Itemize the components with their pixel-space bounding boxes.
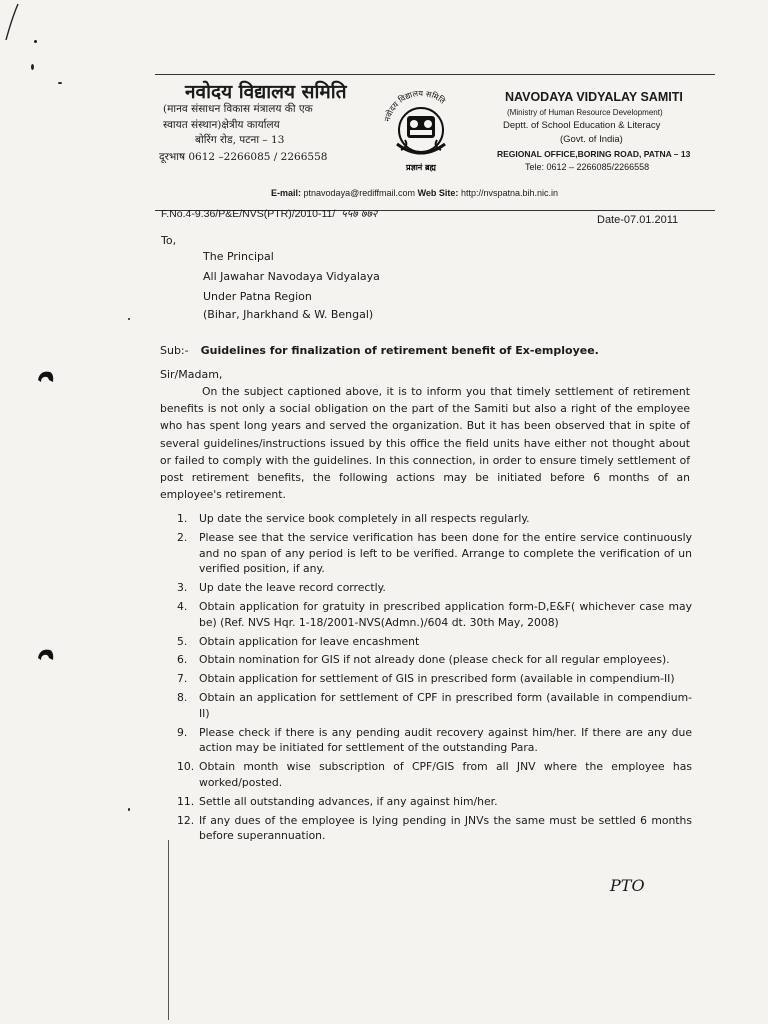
list-item [177,530,692,577]
letterhead [155,70,715,215]
item-text: Please see that the service verification has been done for the entire service continuously and no span of any period is left to be verified. Arrange to complete the verification of un verified position, if any. [199,530,692,576]
subject-label: Sub:- [160,344,189,357]
scan-speck [58,82,62,84]
english-line: REGIONAL OFFICE,BORING ROAD, PATNA – 13 [497,149,691,159]
list-item [177,652,692,668]
english-org-title: NAVODAYA VIDYALAY SAMITI [505,90,683,104]
english-line: Tele: 0612 – 2266085/2266558 [525,162,650,172]
margin-scribble [2,2,24,42]
scan-speck [34,40,37,43]
address-line: The Principal [203,250,274,263]
list-item [177,725,692,757]
contact-line [271,188,558,198]
list-item [177,671,692,687]
email-label: E-mail: [271,188,302,198]
file-number: F.No.4-9.36/P&E/NVS(PTR)/2010-11/ [161,208,336,220]
list-item [177,599,692,631]
logo-motto: प्रज्ञानं ब्रह्म [406,163,436,172]
punch-hole-mark [36,644,58,666]
scan-speck [128,808,130,811]
list-item [177,690,692,722]
item-text: Up date the leave record correctly. [199,581,386,595]
english-line: Deptt. of School Education & Literacy [503,120,661,131]
item-number: 7. [177,672,188,686]
list-item [177,794,692,810]
item-number: 10. [177,760,195,774]
body-paragraph: On the subject captioned above, it is to inform you that timely settlement of retirement benefits is not only a social obligation on the part of the Samiti but also a right of the employee who has spent long years and served the organization. But it has been observed that in spite of several guidelines/instructions issued by this office the field units have either not thought about or failed to comply with the guidelines. In this connection, in order to ensure timely settlement of post retirement benefits, the following actions may be initiated before 6 months of an employee's retirement. [160,385,690,502]
english-line: (Ministry of Human Resource Development) [507,108,663,117]
scan-speck [31,64,34,70]
pto-handwritten: PTO [610,876,645,895]
english-line: (Govt. of India) [560,134,623,145]
action-list [177,511,692,847]
address-line: All Jawahar Navodaya Vidyalaya [203,270,380,283]
list-item [177,813,692,845]
hindi-org-title: नवोदय विद्यालय समिति [185,81,347,103]
email-address: ptnavodaya@rediffmail.com [303,188,416,198]
address-line: Under Patna Region [203,290,312,303]
item-text: Obtain an application for settlement of CPF in prescribed form (available in compendium-II) [199,690,692,720]
website-label: Web Site: [417,188,459,198]
hindi-line: बोरिंग रोड, पटना – 13 [195,134,285,146]
samiti-emblem-logo [379,84,463,176]
item-text: Settle all outstanding advances, if any against him/her. [199,794,498,808]
item-text: If any dues of the employee is lying pending in JNVs the same must be settled 6 months before superannuation. [199,813,692,843]
subject-text: Guidelines for finalization of retirement benefit of Ex-employee. [200,344,599,357]
letterhead-top-rule [155,74,715,75]
hindi-line: दूरभाष 0612 –2266085 / 2266558 [159,151,328,163]
item-number: 4. [177,599,188,613]
to-label: To, [161,234,177,247]
item-text: Obtain application for leave encashment [199,634,420,648]
logo-arc-text: नवोदय विद्यालय समिति [382,88,447,123]
file-reference [161,207,377,221]
subject-line [160,344,599,357]
salutation: Sir/Madam, [160,368,223,381]
item-text: Up date the service book completely in all respects regularly. [199,512,530,525]
hindi-line: (मानव संसाधन विकास मंत्रालय की एक [163,103,313,115]
item-number: 12. [177,813,195,827]
hindi-line: स्वायत संस्थान)क्षेत्रीय कार्यालय [163,119,280,131]
item-text: Obtain application for settlement of GIS in prescribed form (available in compendium-II) [199,672,675,686]
list-item [177,580,692,596]
item-number: 5. [177,634,188,648]
website-address: http://nvspatna.bih.nic.in [460,188,558,198]
item-number: 3. [177,581,188,595]
item-text: Please check if there is any pending audit recovery against him/her. If there are any due action may be initiated for settlement of the outstanding Para. [199,725,692,755]
list-item [177,759,692,791]
margin-line [168,840,169,1020]
punch-hole-mark [36,366,58,388]
list-item [177,511,692,527]
scan-speck [128,318,130,320]
item-number: 8. [177,690,188,704]
letter-date: Date-07.01.2011 [597,214,679,226]
item-number: 6. [177,653,188,667]
item-text: Obtain month wise subscription of CPF/GIS from all JNV where the employee has worked/posted. [199,760,692,789]
item-text: Obtain application for gratuity in prescribed application form-D,E&F( whichever case may be) (Ref. NVS Hqr. 1-18/2001-NVS(Admn.)/604 dt. 30th May, 2008) [199,599,692,629]
item-number: 2. [177,530,188,544]
item-text: Obtain nomination for GIS if not already done (please check for all regular employees). [199,653,670,667]
list-item [177,634,692,650]
item-number: 1. [177,512,188,525]
item-number: 11. [177,794,195,808]
address-line: (Bihar, Jharkhand & W. Bengal) [203,308,374,321]
item-number: 9. [177,725,188,739]
handwritten-dispatch-number: ५५७ ७७२ [341,208,378,220]
